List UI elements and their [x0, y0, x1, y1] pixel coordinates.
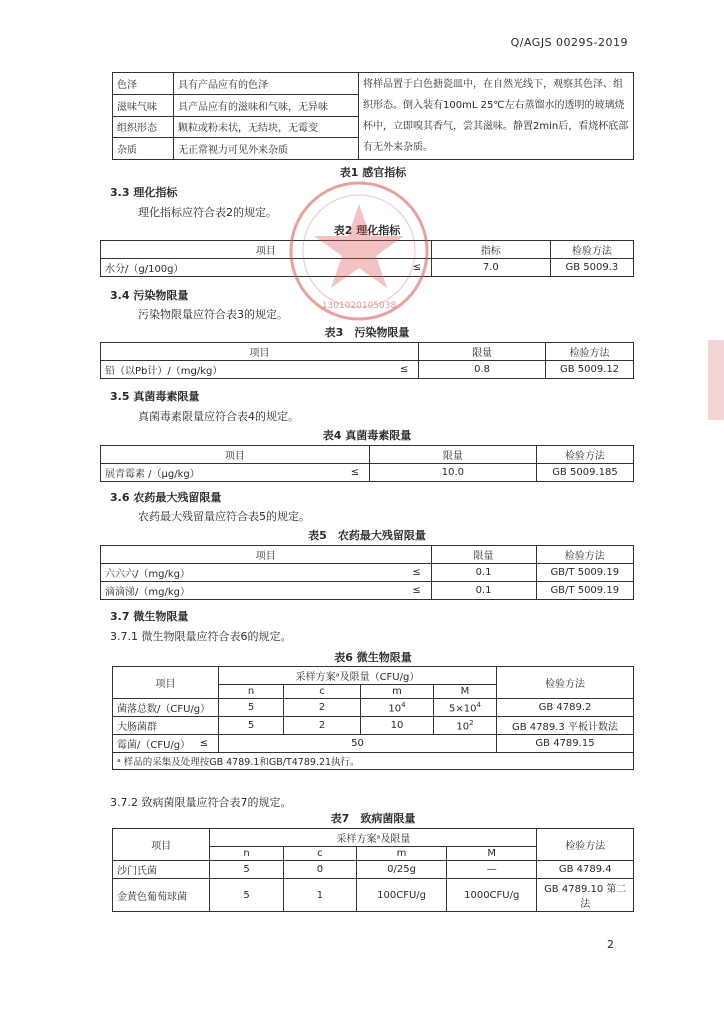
table-cell: 0.1: [431, 582, 536, 600]
table-row: [113, 753, 634, 770]
table-header: 项目: [101, 446, 370, 464]
table-cell: 菌落总数/（CFU/g）: [113, 699, 219, 717]
table-cell: 具产品应有的滋味和气味，无异味: [174, 94, 359, 116]
table-cell: 色泽: [113, 73, 174, 95]
table-row: [101, 361, 634, 379]
table-row: [101, 343, 634, 361]
table-cell: 颗粒或粉末状，无结块，无霉变: [174, 116, 359, 138]
table-cell: ≤: [190, 735, 219, 753]
section-heading: 3.3 理化指标: [110, 186, 178, 199]
table-caption: 表2 理化指标: [333, 224, 401, 237]
table-cell: 2: [284, 717, 361, 735]
edge-mark: [708, 340, 724, 420]
table-header: 项目: [113, 829, 210, 861]
table-cell: 1: [283, 879, 356, 912]
table-header: 项目: [113, 667, 219, 699]
table-cell: 10: [361, 717, 434, 735]
table-header: 项目: [101, 546, 432, 564]
page-number: 2: [607, 938, 614, 951]
table-header: 检验方法: [536, 546, 633, 564]
table-row: [101, 241, 634, 259]
table-row: [101, 446, 634, 464]
mycotoxin-table: [100, 445, 634, 482]
table-caption: 表4 真菌毒素限量: [322, 429, 412, 442]
section-text: 理化指标应符合表2的规定。: [138, 206, 277, 219]
table-cell: GB 5009.3: [550, 259, 633, 277]
table-header: 检验方法: [537, 829, 634, 861]
table-header: c: [284, 685, 361, 699]
section-heading: 3.4 污染物限量: [110, 289, 189, 302]
table-cell: GB/T 5009.19: [536, 582, 633, 600]
table-row: [101, 546, 634, 564]
table-header: 检验方法: [536, 446, 633, 464]
table-cell: GB 4789.3 平板计数法: [497, 717, 634, 735]
table-cell: 沙门氏菌: [113, 861, 210, 879]
table-header: M: [447, 847, 537, 861]
table-header: n: [219, 685, 284, 699]
sensory-table: [112, 72, 634, 160]
table-cell: 0/25g: [357, 861, 447, 879]
table-header: M: [434, 685, 497, 699]
table-cell: 展青霉素 /（μg/kg）: [101, 464, 341, 482]
section-text: 农药最大残留量应符合表5的规定。: [138, 510, 310, 523]
table-header: n: [210, 847, 283, 861]
table-cell: ≤: [403, 582, 432, 600]
table-row: [113, 717, 634, 735]
table-cell: 0: [283, 861, 356, 879]
contaminant-table: [100, 342, 634, 379]
table-cell: 100CFU/g: [357, 879, 447, 912]
table-row: [113, 879, 634, 912]
sensory-method-cell: 将样品置于白色搪瓷皿中，在自然光线下，观察其色泽、组织形态。倒入装有100mL 25℃左右蒸馏水的透明的玻璃烧杯中，立即嗅其香气，尝其滋味。静置2min后，看烧杯底部有无外来杂质。: [359, 73, 634, 160]
document-code: Q/AGJS 0029S-2019: [510, 36, 628, 49]
table-cell: GB 4789.2: [497, 699, 634, 717]
table-cell: 六六六/（mg/kg）: [101, 564, 403, 582]
table-caption: 表5 农药最大残留限量: [308, 529, 426, 542]
table-cell: —: [447, 861, 537, 879]
table-row: [113, 699, 634, 717]
section-text: 3.7.2 致病菌限量应符合表7的规定。: [110, 796, 292, 809]
table-row: [113, 861, 634, 879]
table-cell: 铅（以Pb计）/（mg/kg）: [101, 361, 391, 379]
table-cell: 霉菌/（CFU/g）: [113, 735, 191, 753]
table-header: 限量: [369, 446, 536, 464]
table-row: [101, 582, 634, 600]
table-cell: $10^4$: [361, 699, 434, 717]
table-note: ᵃ 样品的采集及处理按GB 4789.1和GB/T4789.21执行。: [113, 753, 634, 770]
table-cell: 1000CFU/g: [447, 879, 537, 912]
table-cell: 5: [210, 861, 283, 879]
section-heading: 3.5 真菌毒素限量: [110, 390, 200, 403]
table-row: [113, 73, 634, 95]
table-header: 采样方案ᵃ及限量（CFU/g）: [219, 667, 497, 685]
pathogen-table: [112, 828, 634, 912]
table-cell: ≤: [403, 259, 432, 277]
table-cell: 5: [210, 879, 283, 912]
table-cell: GB/T 5009.19: [536, 564, 633, 582]
table-cell: 0.1: [431, 564, 536, 582]
table-cell: 无正常视力可见外来杂质: [174, 138, 359, 160]
table-cell: 2: [284, 699, 361, 717]
table-cell: 0.8: [419, 361, 546, 379]
table-header: 项目: [101, 343, 419, 361]
table-caption: 表7 致病菌限量: [330, 812, 416, 825]
table-header: m: [357, 847, 447, 861]
table-cell: ≤: [403, 564, 432, 582]
table-cell: 50: [219, 735, 497, 753]
table-cell: 金黄色葡萄球菌: [113, 879, 210, 912]
section-text: 3.7.1 微生物限量应符合表6的规定。: [110, 630, 292, 643]
table-header: 检验方法: [550, 241, 633, 259]
table-cell: 大肠菌群: [113, 717, 219, 735]
table-cell: 水分/（g/100g）: [101, 259, 403, 277]
seal-number: 1301020105038: [321, 301, 397, 311]
table-caption: 表6 微生物限量: [334, 651, 412, 664]
pesticide-table: [100, 545, 634, 600]
table-cell: 组织形态: [113, 116, 174, 138]
section-heading: 3.7 微生物限量: [110, 610, 189, 623]
table-row: [113, 667, 634, 685]
table-cell: 7.0: [431, 259, 550, 277]
table-cell: $5\times 10^4$: [434, 699, 497, 717]
table-header: 采样方案ᵃ及限量: [210, 829, 537, 847]
table-header: 检验方法: [546, 343, 634, 361]
table-row: [113, 735, 634, 753]
table-cell: ≤: [341, 464, 370, 482]
table-cell: GB 4789.10 第二法: [537, 879, 634, 912]
table-cell: GB 4789.4: [537, 861, 634, 879]
section-text: 污染物限量应符合表3的规定。: [138, 308, 288, 321]
table-header: 项目: [101, 241, 432, 259]
table-cell: 5: [219, 717, 284, 735]
table-header: 限量: [431, 546, 536, 564]
table-cell: ≤: [390, 361, 419, 379]
table-cell: 滴滴涕/（mg/kg）: [101, 582, 403, 600]
table-cell: 5: [219, 699, 284, 717]
table-row: [101, 464, 634, 482]
table-cell: GB 5009.185: [536, 464, 633, 482]
table-cell: 杂质: [113, 138, 174, 160]
table-header: m: [361, 685, 434, 699]
table-cell: 滋味气味: [113, 94, 174, 116]
table-row: [101, 564, 634, 582]
table-cell: GB 4789.15: [497, 735, 634, 753]
table-caption: 表1 感官指标: [339, 166, 407, 179]
microbial-table: [112, 666, 634, 770]
table-row: [101, 259, 634, 277]
table-row: [113, 829, 634, 847]
table-header: c: [283, 847, 356, 861]
section-heading: 3.6 农药最大残留限量: [110, 491, 222, 504]
section-text: 真菌毒素限量应符合表4的规定。: [138, 410, 299, 423]
table-header: 指标: [431, 241, 550, 259]
table-cell: $10^2$: [434, 717, 497, 735]
table-header: 检验方法: [497, 667, 634, 699]
table-caption: 表3 污染物限量: [324, 326, 410, 339]
physicochemical-table: [100, 240, 634, 277]
table-header: 限量: [419, 343, 546, 361]
table-cell: GB 5009.12: [546, 361, 634, 379]
table-cell: 具有产品应有的色泽: [174, 73, 359, 95]
table-cell: 10.0: [369, 464, 536, 482]
